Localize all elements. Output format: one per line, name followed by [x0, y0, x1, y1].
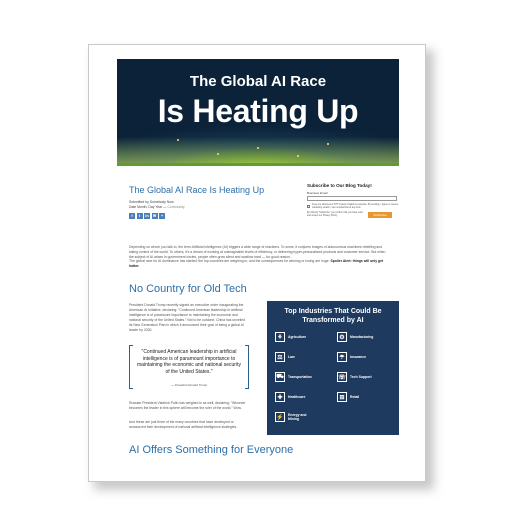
spoiler-alert: Spoiler Alert: things will only get hotter.: [129, 259, 384, 268]
race-paragraph-text: The global race for AI dominance has started; the top countries are weighing in, and the consequences for winning or losing are huge.: [129, 259, 330, 263]
industry-retail: [337, 392, 359, 402]
strategies-paragraph: And these are just three of the many countries that have developed or announced their development of national artificial intelligence strategies.: [129, 420, 238, 429]
industry-label: Transportation: [288, 375, 312, 379]
cart-icon: ⊞: [337, 392, 347, 402]
subscribe-button[interactable]: Subscribe: [368, 212, 392, 218]
industries-title: Top Industries That Could Be Transformed by AI: [284, 308, 382, 324]
share-icon[interactable]: +: [160, 213, 164, 218]
post-title: The Global AI Race Is Heating Up: [129, 185, 265, 195]
quote-attribution: — President Donald Trump: [170, 383, 208, 387]
trump-paragraph: President Donald Trump recently signed an executive order inaugurating the American AI Initiative, declaring: "Continued American leadership in artificial intelligence is of paramount importance to maintaining the economic and national security of the United States." Not to be outdone, China has unveiled its New Generation Plan in which it announced their goal of being a global AI leader by 2030.: [129, 303, 245, 332]
hero-light: [217, 153, 219, 155]
industry-healthcare: [275, 392, 305, 402]
intro-paragraph: Depending on whom you talk to, the term Artificial Intelligence (AI) triggers a wide range of reactions. To some, it conjures images of autonomous machines rebelling and taking control of the world. To others, it's a dream of working at unimaginable levels of efficiency, or delivering hyper-personalized products and customer service. But when the subject of AI arises in government circles, people often grow silent and swallow hard — for good reason.: [129, 245, 386, 259]
scales-icon: ⚖: [275, 352, 285, 362]
tractor-icon: ⚘: [275, 332, 285, 342]
hero-title-line1: The Global AI Race: [189, 73, 327, 90]
industry-label: Manufacturing: [350, 335, 374, 339]
factory-icon: ⚙: [337, 332, 347, 342]
post-date: Date Month, Day Year: [129, 205, 163, 209]
industry-label: Law: [288, 355, 295, 359]
linkedin-icon[interactable]: in: [145, 213, 149, 218]
pull-quote: [129, 345, 249, 393]
hero-accent-bar: [117, 163, 399, 166]
industry-manufacturing: [337, 332, 373, 342]
hero-light: [327, 143, 329, 145]
post-meta: [129, 200, 185, 210]
blog-page: [88, 44, 426, 482]
meta-separator: —: [163, 205, 168, 209]
privacy-note: By clicking "Subscribe" you confirm that you have read and accept our Privacy Policy.: [307, 212, 363, 217]
industry-insurance: [337, 352, 366, 362]
industry-energy-mining: [275, 412, 335, 422]
hero-banner: [117, 59, 399, 163]
email-label: Business Email: [307, 191, 328, 195]
industry-label: Insurance: [350, 355, 367, 359]
industry-label: Healthcare: [288, 395, 306, 399]
industry-agriculture: [275, 332, 306, 342]
consent-checkbox[interactable]: [307, 205, 310, 208]
post-date-line: [129, 205, 185, 210]
industry-tech-support: [337, 372, 372, 382]
consent-row: [307, 204, 399, 210]
industry-label: Tech Support: [350, 375, 372, 379]
industry-law: [275, 352, 295, 362]
twitter-icon[interactable]: t: [137, 213, 143, 219]
hero-light: [177, 139, 179, 141]
hero-light: [257, 147, 259, 149]
hero-light: [297, 155, 299, 157]
section-heading-old-tech: No Country for Old Tech: [129, 283, 247, 295]
tower-icon: ⚡: [275, 412, 285, 422]
umbrella-icon: ☂: [337, 352, 347, 362]
email-icon[interactable]: ✉: [152, 213, 157, 218]
post-author: Submitted by Somebody Now: [129, 200, 174, 204]
facebook-icon[interactable]: f: [129, 213, 135, 219]
section-heading-everyone: AI Offers Something for Everyone: [129, 444, 294, 456]
putin-paragraph: Russian President Vladimir Putin has weighed in as well, declaring: "Whoever becomes the leader in this sphere will become the ruler of the world." Wow.: [129, 401, 246, 410]
post-category[interactable]: Community: [167, 205, 185, 209]
industry-label: Retail: [350, 395, 360, 399]
health-cross-icon: ✚: [275, 392, 285, 402]
quote-text: "Continued American leadership in artificial intelligence is of paramount importance to maintaining the economic and national security of the United States.": [137, 349, 241, 375]
headset-icon: ☏: [337, 372, 347, 382]
industry-transportation: [275, 372, 312, 382]
subscribe-form: [307, 183, 399, 218]
hero-title-line2: Is Heating Up: [157, 93, 359, 129]
share-bar: [129, 213, 165, 219]
email-field[interactable]: [307, 196, 397, 201]
hero-glow: [117, 137, 399, 163]
truck-icon: ⛟: [276, 374, 284, 380]
industries-infographic: [267, 301, 399, 435]
subscribe-bottom: [307, 212, 399, 218]
industry-label: Energy and Mining: [288, 412, 307, 421]
subscribe-title: Subscribe to Our Blog Today!: [307, 183, 372, 188]
race-paragraph: [129, 259, 389, 269]
consent-text: Keep me informed of NTT's latest insights & expertise. By sending, I agree to receive marketing emails. I can unsubscribe at any time.: [312, 204, 399, 209]
industry-label: Agriculture: [288, 335, 307, 339]
